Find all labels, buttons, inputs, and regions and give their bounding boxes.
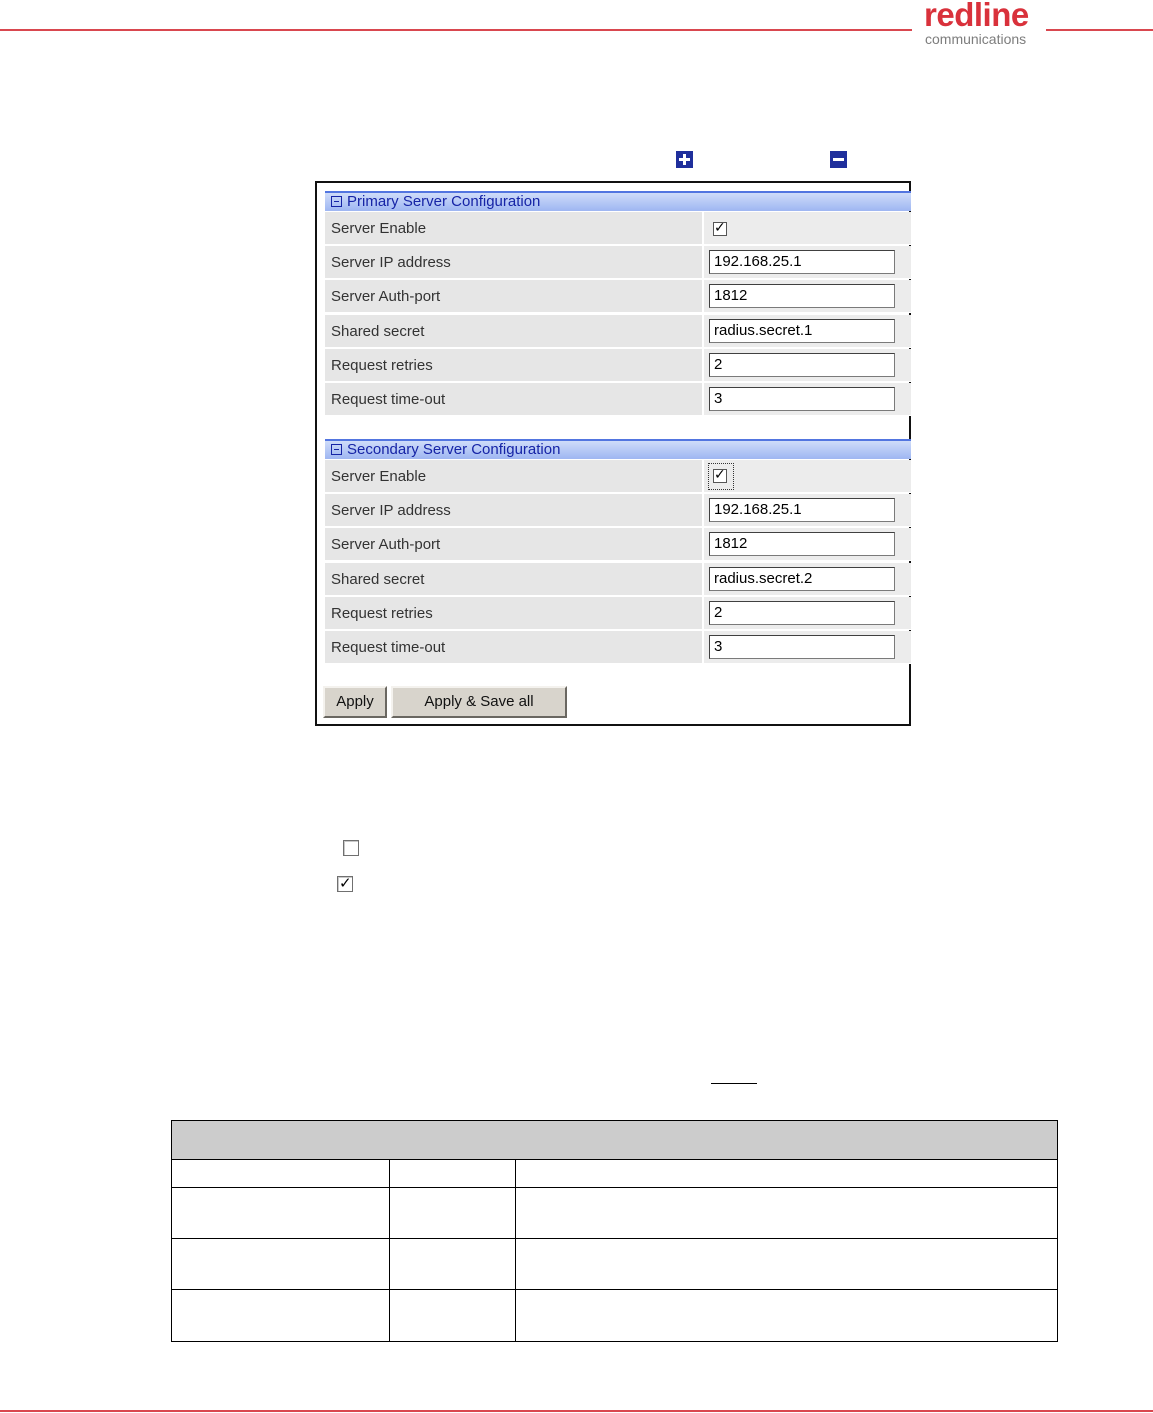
primary-section-title: Primary Server Configuration (347, 193, 541, 210)
row-label: Shared secret (331, 571, 425, 588)
primary-timeout-input[interactable]: 3 (709, 387, 895, 411)
apply-save-all-button[interactable]: Apply & Save all (391, 686, 567, 718)
unchecked-checkbox-icon (343, 840, 359, 856)
footer-rule (0, 1410, 1153, 1412)
secondary-section-title: Secondary Server Configuration (347, 441, 561, 458)
primary-auth-port-row (325, 280, 911, 313)
collapse-icon[interactable] (331, 196, 342, 207)
secondary-server-ip-input[interactable]: 192.168.25.1 (709, 498, 895, 522)
row-label: Server IP address (331, 502, 451, 519)
collapse-icon[interactable] (331, 444, 342, 455)
secondary-retries-row (325, 597, 911, 630)
checked-checkbox-icon: ✓ (339, 874, 352, 892)
primary-auth-port-input[interactable]: 1812 (709, 284, 895, 308)
header-rule-right (1046, 29, 1153, 31)
primary-server-enable-row (325, 212, 911, 245)
row-label: Request time-out (331, 639, 446, 656)
row-label: Request retries (331, 357, 433, 374)
table-column-divider (515, 1159, 516, 1342)
table-column-divider (389, 1159, 390, 1342)
primary-server-enable-checkbox[interactable]: ✓ (714, 220, 726, 236)
secondary-timeout-input[interactable]: 3 (709, 635, 895, 659)
secondary-section-header[interactable] (325, 439, 911, 459)
primary-timeout-row (325, 383, 911, 416)
row-label: Server Enable (331, 220, 427, 237)
secondary-server-ip-row (325, 494, 911, 527)
expand-plus-icon (676, 151, 693, 168)
parameter-table (171, 1120, 1058, 1342)
table-header (172, 1121, 1057, 1160)
row-label: Server Enable (331, 468, 427, 485)
logo-word: redline (924, 0, 1029, 33)
primary-shared-secret-input[interactable]: radius.secret.1 (709, 319, 895, 343)
header-rule-left (0, 29, 912, 31)
secondary-server-enable-checkbox[interactable]: ✓ (714, 467, 726, 483)
row-label: Server Auth-port (331, 536, 441, 553)
primary-retries-row (325, 349, 911, 382)
secondary-shared-secret-row (325, 563, 911, 596)
row-label: Request retries (331, 605, 433, 622)
secondary-auth-port-row (325, 528, 911, 561)
row-label: Server IP address (331, 254, 451, 271)
table-row-divider (172, 1187, 1057, 1188)
apply-button[interactable]: Apply (323, 686, 387, 718)
primary-section-header[interactable] (325, 191, 911, 211)
secondary-server-enable-row (325, 460, 911, 493)
primary-server-ip-input[interactable]: 192.168.25.1 (709, 250, 895, 274)
secondary-timeout-row (325, 631, 911, 664)
underline-mark (711, 1083, 757, 1084)
radius-config-panel (315, 181, 911, 726)
logo-subtitle: communications (925, 31, 1027, 47)
secondary-shared-secret-input[interactable]: radius.secret.2 (709, 567, 895, 591)
redline-logo (922, 0, 1046, 48)
primary-retries-input[interactable]: 2 (709, 353, 895, 377)
primary-shared-secret-row (325, 315, 911, 348)
collapse-minus-icon (830, 151, 847, 168)
row-label: Shared secret (331, 323, 425, 340)
secondary-auth-port-input[interactable]: 1812 (709, 532, 895, 556)
secondary-retries-input[interactable]: 2 (709, 601, 895, 625)
row-label: Request time-out (331, 391, 446, 408)
row-label: Server Auth-port (331, 288, 441, 305)
table-row-divider (172, 1238, 1057, 1239)
primary-server-ip-row (325, 246, 911, 279)
table-row-divider (172, 1289, 1057, 1290)
